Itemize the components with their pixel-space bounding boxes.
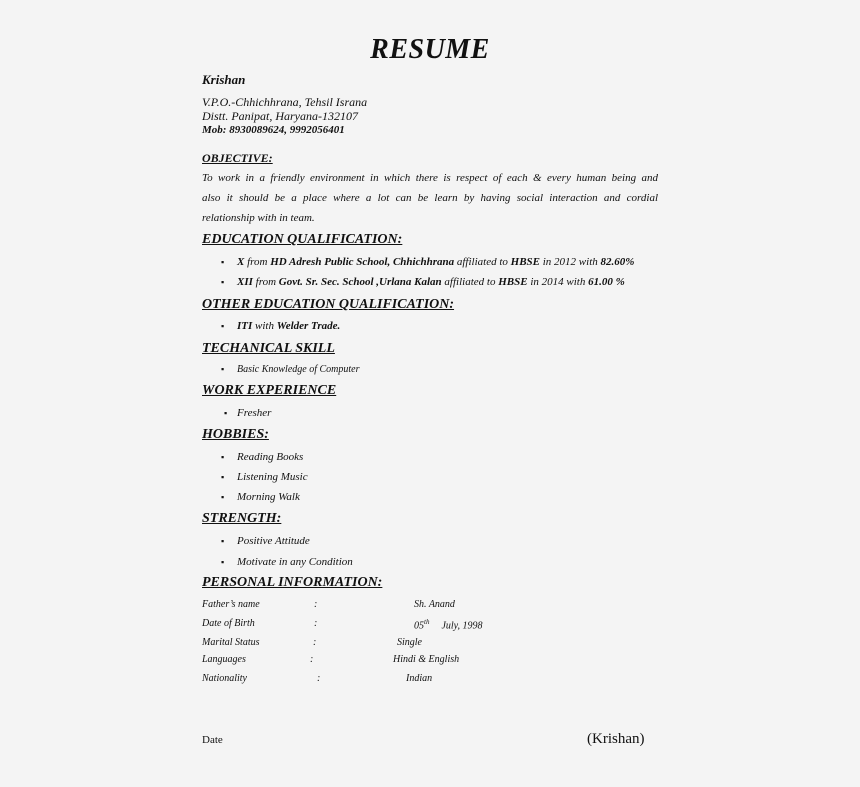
objective-line-1: To work in a friendly environment in which there is respect of each & every human being and [202,172,658,184]
bullet-icon: ▪ [221,452,225,462]
bullet-icon: ▪ [221,536,225,546]
address-line-1: V.P.O.-Chhichhrana, Tehsil Israna [202,95,368,109]
personal-label: Languages [202,654,246,665]
personal-value: 05th July, 1998 [414,618,483,632]
mobile-numbers: Mob: 8930089624, 9992056401 [202,124,345,136]
hobby-item: ▪ Reading Books [221,451,304,463]
personal-colon: : [317,673,321,684]
personal-colon: : [310,654,314,665]
signature: (Krishan) [587,731,645,747]
bullet-icon: ▪ [221,321,225,331]
page-title: RESUME [370,34,490,65]
technical-skill-heading: TECHANICAL SKILL [202,341,335,356]
bullet-icon: ▪ [221,364,225,374]
strength-item: ▪ Motivate in any Condition [221,556,353,568]
bullet-icon: ▪ [221,277,225,287]
objective-line-2: also it should be a place where a lot can be learn by having social interaction and cordial [202,192,658,204]
bullet-icon: ▪ [221,492,225,502]
education-item: ▪ XII from Govt. Sr. Sec. School ,Urlana Kalan affiliated to HBSE in 2014 with 61.00 % [221,276,625,288]
personal-value: Single [397,637,422,648]
address-line-2: Distt. Panipat, Haryana-132107 [202,109,358,123]
bullet-icon: ▪ [221,472,225,482]
personal-colon: : [314,618,318,629]
hobbies-heading: HOBBIES: [202,427,269,442]
hobby-item: ▪ Morning Walk [221,491,300,503]
work-experience-heading: WORK EXPERIENCE [202,383,337,398]
work-experience-item: ▪ Fresher [224,407,272,419]
personal-value: Hindi & English [393,654,460,665]
personal-label: Marital Status [202,637,260,648]
personal-label: Nationality [202,673,247,684]
personal-value: Indian [406,673,433,684]
objective-line-3: relationship with in team. [202,212,315,224]
other-education-heading: OTHER EDUCATION QUALIFICATION: [202,297,455,312]
strength-heading: STRENGTH: [202,511,282,526]
objective-heading: OBJECTIVE: [202,151,273,165]
personal-label: Date of Birth [202,618,255,629]
strength-item: ▪ Positive Attitude [221,535,310,547]
applicant-name: Krishan [202,72,246,87]
personal-colon: : [314,599,318,610]
hobby-item: ▪ Listening Music [221,471,308,483]
education-heading: EDUCATION QUALIFICATION: [202,232,403,247]
technical-skill-item: ▪ Basic Knowledge of Computer [221,364,360,375]
bullet-icon: ▪ [221,557,225,567]
personal-info-heading: PERSONAL INFORMATION: [202,575,383,590]
bullet-icon: ▪ [224,408,228,418]
education-item: ▪ X from HD Adresh Public School, Chhichhrana affiliated to HBSE in 2012 with 82.60% [221,256,635,268]
personal-value: Sh. Anand [414,599,455,610]
date-label: Date [202,734,223,746]
personal-label: Father’s name [202,599,260,610]
other-education-item: ▪ ITI with Welder Trade. [221,320,341,332]
bullet-icon: ▪ [221,257,225,267]
personal-colon: : [313,637,317,648]
